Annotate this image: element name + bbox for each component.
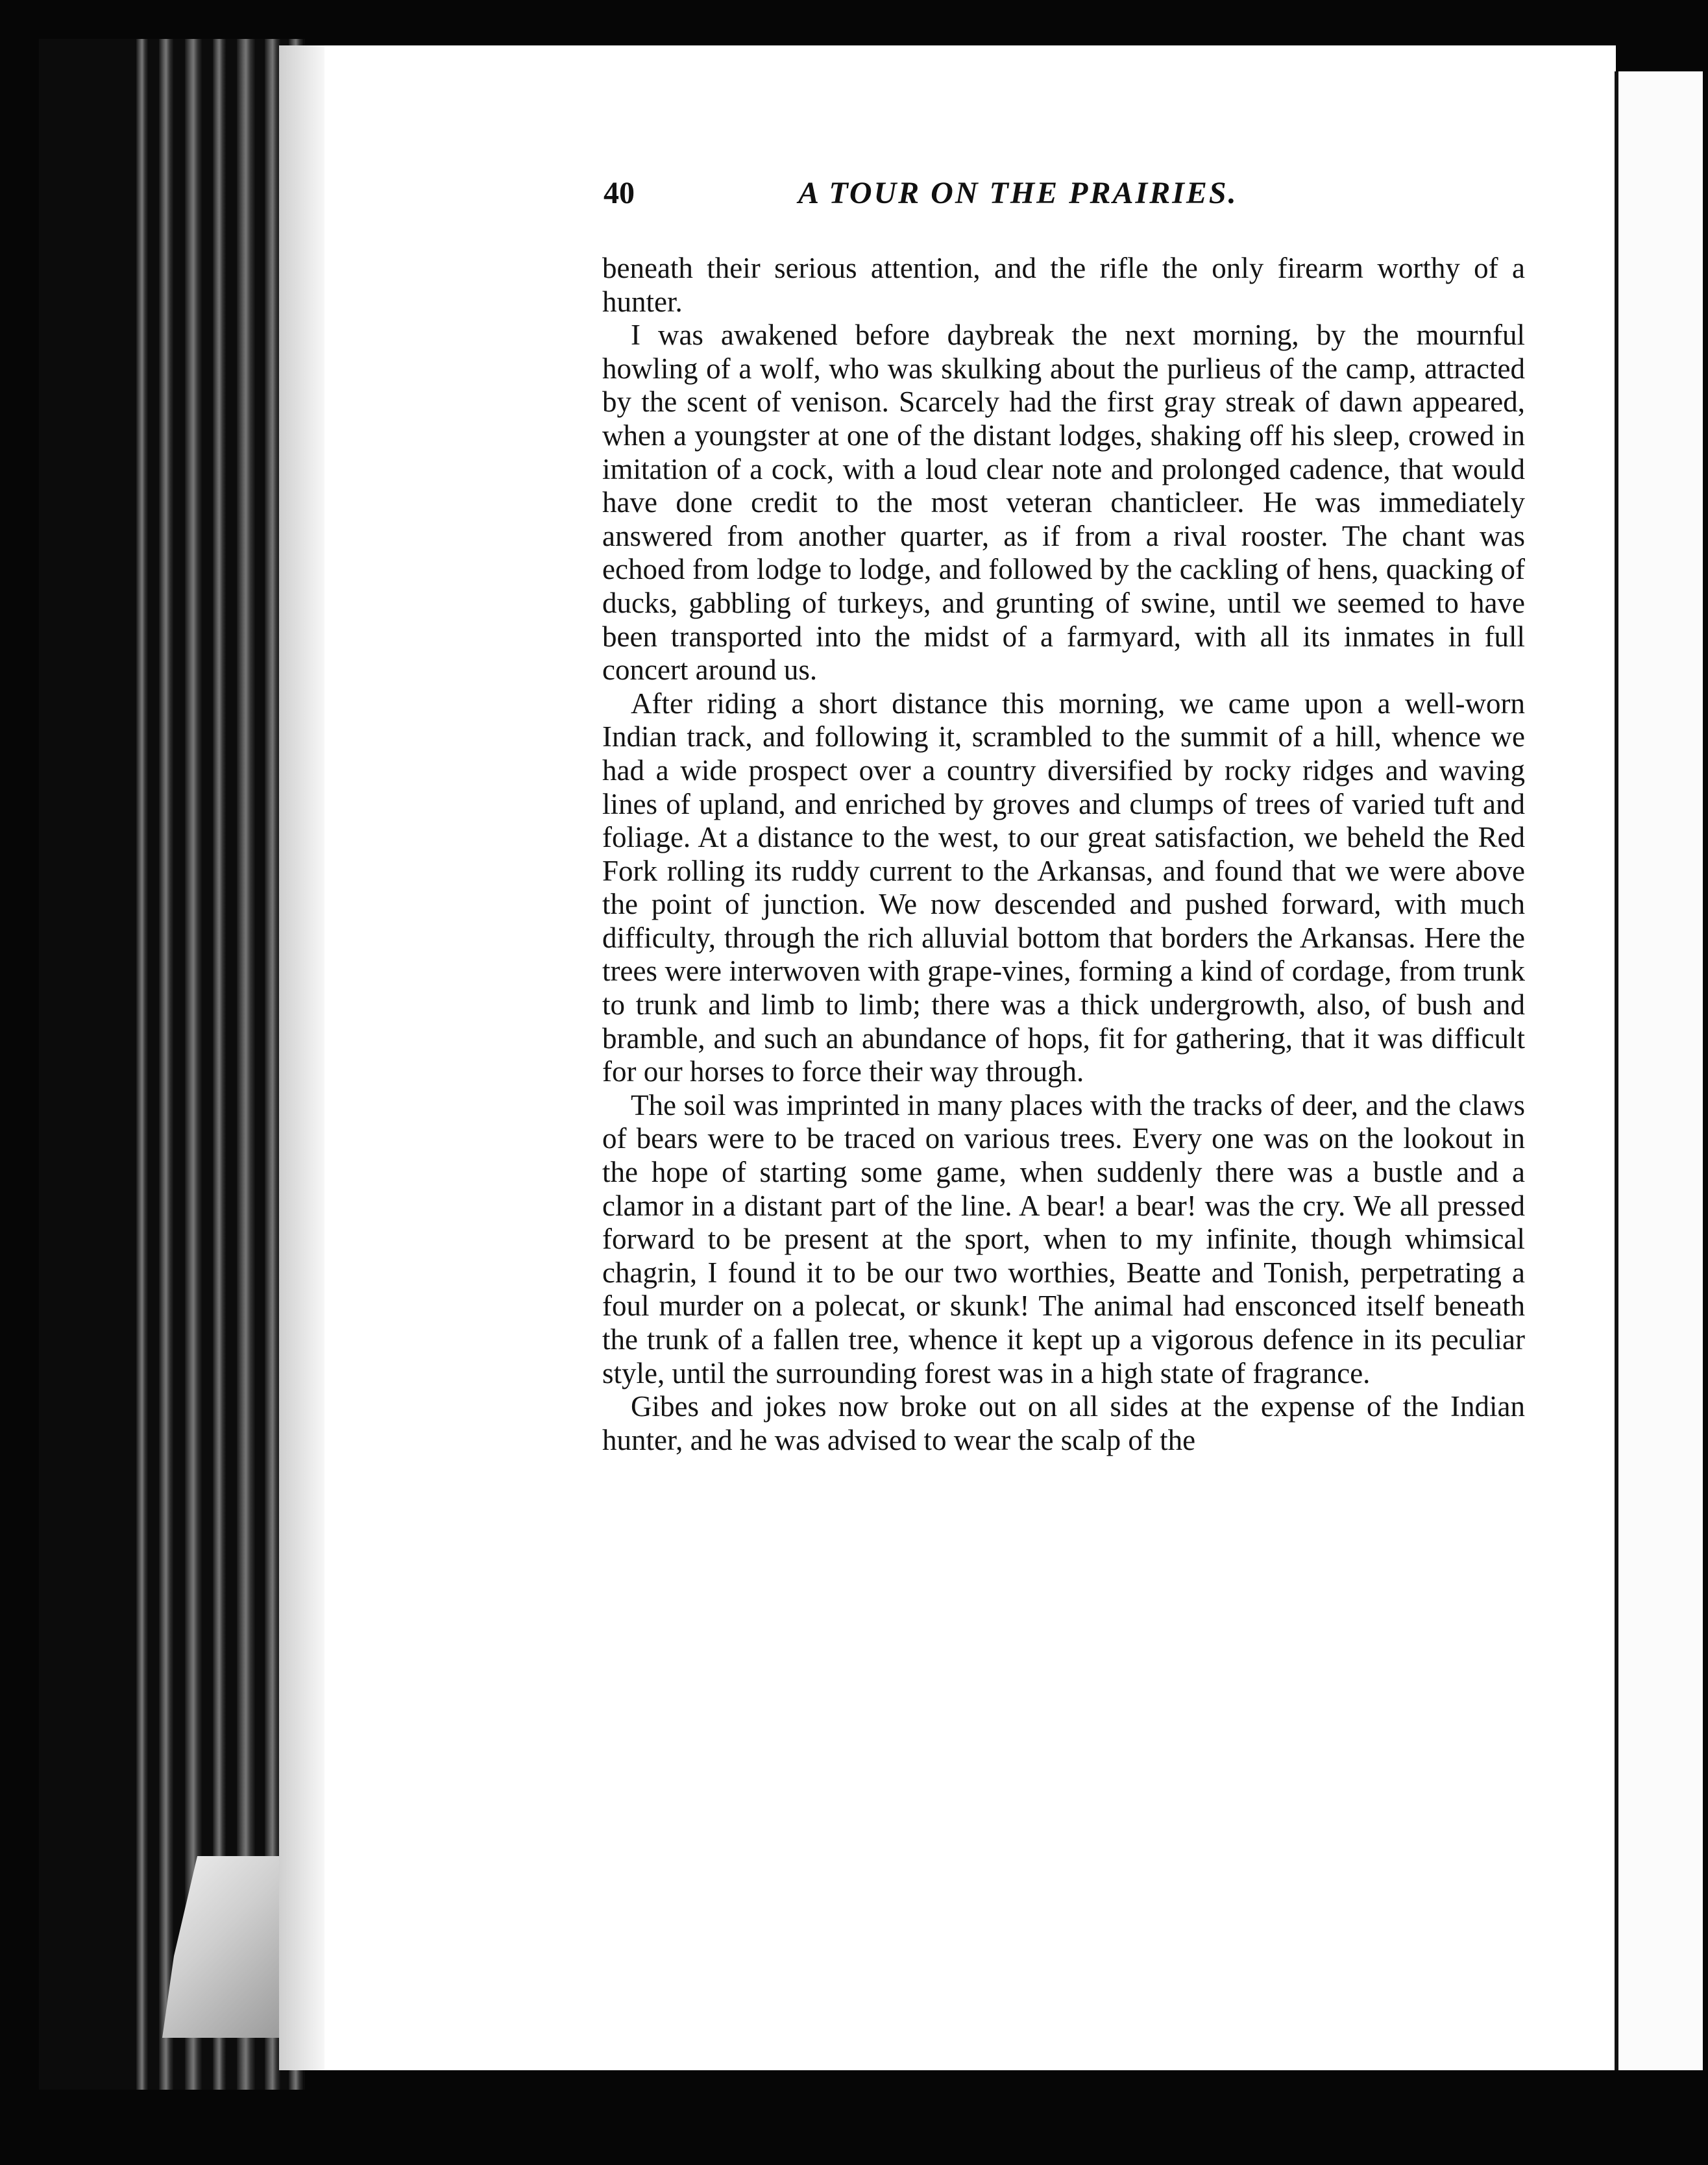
page-gutter-shadow bbox=[279, 45, 324, 2070]
page-number: 40 bbox=[604, 176, 635, 210]
page-edge-strip bbox=[136, 39, 148, 2090]
page-edge-strip bbox=[185, 39, 202, 2090]
paragraph: After riding a short distance this morning, we came upon a well-worn Indian track, and following it, scrambled to the summit of a hill, whence we had a wide prospect over a country diversified by rocky ridges and waving lines of upland, and enriched by groves and clumps of trees of varied tuft and foliage. At a distance to the west, to our great satisfaction, we beheld the Red Fork rolling its ruddy current to the Arkansas, and found that we were above the point of junction. We now descended and pushed forward, with much difficulty, through the rich alluvial bottom that borders the Arkansas. Here the trees were interwoven with grape-vines, forming a kind of cordage, from trunk to trunk and limb to limb; there was a thick undergrowth, also, of bush and bramble, and such an abundance of hops, fit for gathering, that it was difficult for our horses to force their way through. bbox=[602, 687, 1525, 1088]
paragraph: Gibes and jokes now broke out on all sides at the expense of the Indian hunter, and he was advised to wear the scalp of the bbox=[602, 1390, 1525, 1456]
running-head bbox=[604, 175, 1363, 221]
paragraph: The soil was imprinted in many places with the tracks of deer, and the claws of bears were to be traced on various trees. Every one was on the lookout in the hope of starting some game, when suddenly there was a bustle and a clamor in a distant part of the line. A bear! a bear! was the cry. We all pressed forward to be present at the sport, when to my infinite, though whimsical chagrin, I found it to be our two worthies, Beatte and Tonish, perpetrating a foul murder on a polecat, or skunk! The animal had ensconced itself beneath the trunk of a fallen tree, whence it kept up a vigorous defence in its peculiar style, until the surrounding forest was in a high state of fragrance. bbox=[602, 1088, 1525, 1389]
paragraph: I was awakened before daybreak the next morning, by the mournful howling of a wolf, who was skulking about the purlieus of the camp, attracted by the scent of venison. Scarcely had the first gray streak of dawn appeared, when a youngster at one of the distant lodges, shaking off his sleep, crowed in imitation of a cock, with a loud clear note and prolonged cadence, that would have done credit to the most veteran chanticleer. He was immediately answered from another quarter, as if from a rival rooster. The chant was echoed from lodge to lodge, and followed by the cackling of hens, quacking of ducks, gabbling of turkeys, and grunting of swine, until we seemed to have been transported into the midst of a farmyard, with all its inmates in full concert around us. bbox=[602, 319, 1525, 687]
running-title: A TOUR ON THE PRAIRIES. bbox=[798, 176, 1238, 210]
page-edge-strip bbox=[213, 39, 226, 2090]
page-edge-strip bbox=[237, 39, 255, 2090]
page-body-text bbox=[602, 252, 1525, 1457]
book-spine-edge bbox=[39, 39, 305, 2090]
paragraph: beneath their serious attention, and the rifle the only firearm worthy of a hunter. bbox=[602, 252, 1525, 318]
page-edge-strip bbox=[265, 39, 280, 2090]
facing-page-edge bbox=[1615, 71, 1703, 2070]
page-edge-strip bbox=[159, 39, 173, 2090]
